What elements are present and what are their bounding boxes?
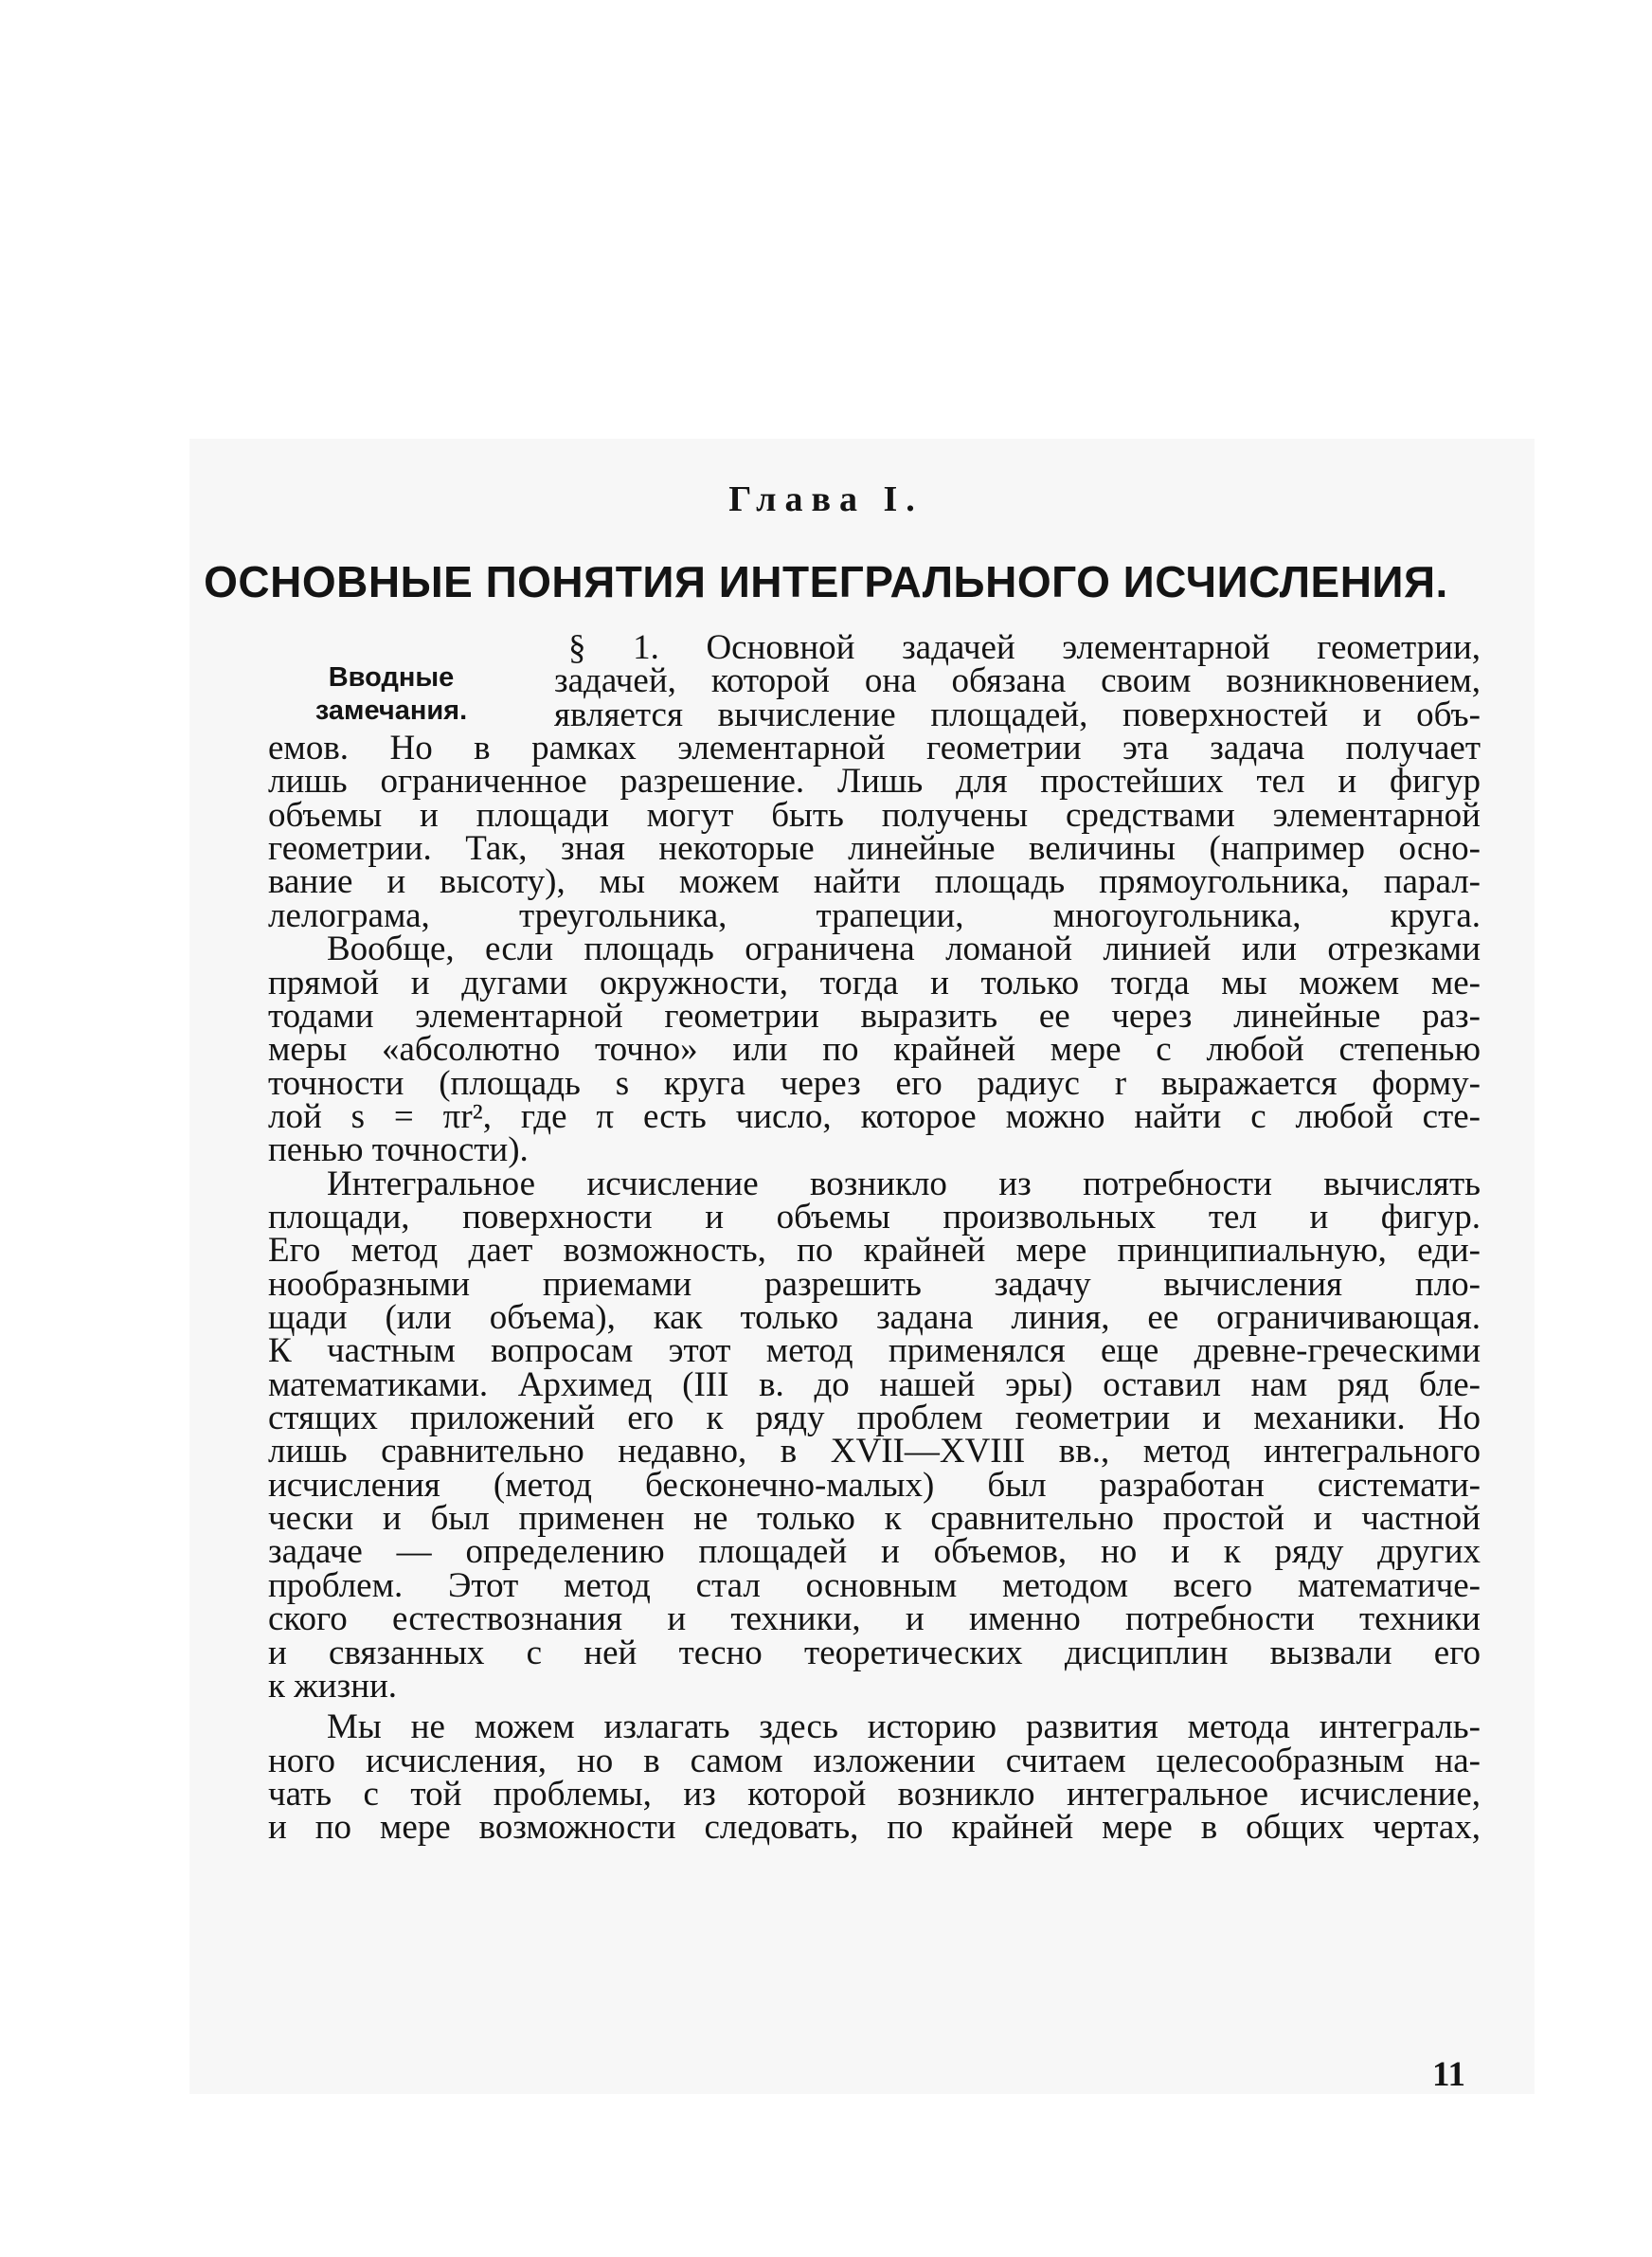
body-line: ного исчисления, но в самом изложении считаем целесообразным на- [268,1741,1481,1780]
body-line: лишь ограниченное разрешение. Лишь для простейших тел и фигур [268,762,1481,802]
body-line: вание и высоту), мы можем найти площадь прямоугольника, парал- [268,862,1481,902]
chapter-label: Глава I. [728,479,924,519]
body-line: § 1. Основной задачей элементарной геометрии, [568,628,1481,667]
body-line: Его метод дает возможность, по крайней мере принципиальную, еди- [268,1231,1481,1271]
margin-note: Вводные замечания. [314,662,468,726]
body-line: является вычисление площадей, поверхностей и объ- [554,695,1481,734]
body-line: лелограма, треугольника, трапеции, многоугольника, круга. [268,895,1481,935]
body-line: и связанных с ней тесно теоретических дисциплин вызвали его [268,1633,1481,1672]
body-line: прямой и дугами окружности, тогда и только тогда мы можем ме- [268,963,1481,1002]
body-line: лишь сравнительно недавно, в XVII—XVIII вв., метод интегрального [268,1432,1481,1472]
body-line: Вообще, если площадь ограничена ломаной линией или отрезками [327,930,1481,969]
body-line: тодами элементарной геометрии выразить ее через линейные раз- [268,996,1481,1036]
body-line: ского естествознания и техники, и именно потребности техники [268,1599,1481,1639]
body-line: чески и был применен не только к сравнительно простой и частной [268,1499,1481,1539]
body-line: исчисления (метод бесконечно-малых) был разработан системати- [268,1465,1481,1505]
body-line: точности (площадь s круга через его радиус r выражается форму- [268,1063,1481,1103]
body-line: к жизни. [268,1666,398,1706]
body-line: нообразными приемами разрешить задачу вычисления пло- [268,1264,1481,1304]
body-line: проблем. Этот метод стал основным методом всего математиче- [268,1565,1481,1605]
body-line: меры «абсолютно точно» или по крайней мере с любой степенью [268,1030,1481,1070]
page-number: 11 [1432,2055,1465,2094]
chapter-title: ОСНОВНЫЕ ПОНЯТИЯ ИНТЕГРАЛЬНОГО ИСЧИСЛЕНИЯ. [204,557,1448,606]
body-line: чать с той проблемы, из которой возникло интегральное исчисление, [268,1774,1481,1814]
body-line: площади, поверхности и объемы произвольных тел и фигур. [268,1197,1481,1237]
body-line: задаче — определению площадей и объемов, но и к ряду других [268,1532,1481,1572]
body-line: и по мере возможности следовать, по крайней мере в общих чертах, [268,1808,1481,1848]
body-line: математиками. Архимед (III в. до нашей эры) оставил нам ряд бле- [268,1364,1481,1404]
body-line: емов. Но в рамках элементарной геометрии эта задача получает [268,729,1481,768]
body-line: геометрии. Так, зная некоторые линейные величины (например осно- [268,829,1481,869]
body-line: Мы не можем излагать здесь историю развития метода интеграль- [327,1707,1481,1747]
body-line: стящих приложений его к ряду проблем геометрии и механики. Но [268,1399,1481,1438]
body-line: задачей, которой она обязана своим возникновением, [554,661,1481,701]
body-line: щади (или объема), как только задана линия, ее ограничивающая. [268,1298,1481,1337]
body-line: К частным вопросам этот метод применялся еще древне-греческими [268,1331,1481,1371]
body-line: объемы и площади могут быть получены средствами элементарной [268,795,1481,835]
body-line: Интегральное исчисление возникло из потребности вычислять [327,1164,1481,1203]
body-line: пенью точности). [268,1130,529,1170]
body-line: лой s = πr², где π есть число, которое можно найти с любой сте- [268,1096,1481,1136]
